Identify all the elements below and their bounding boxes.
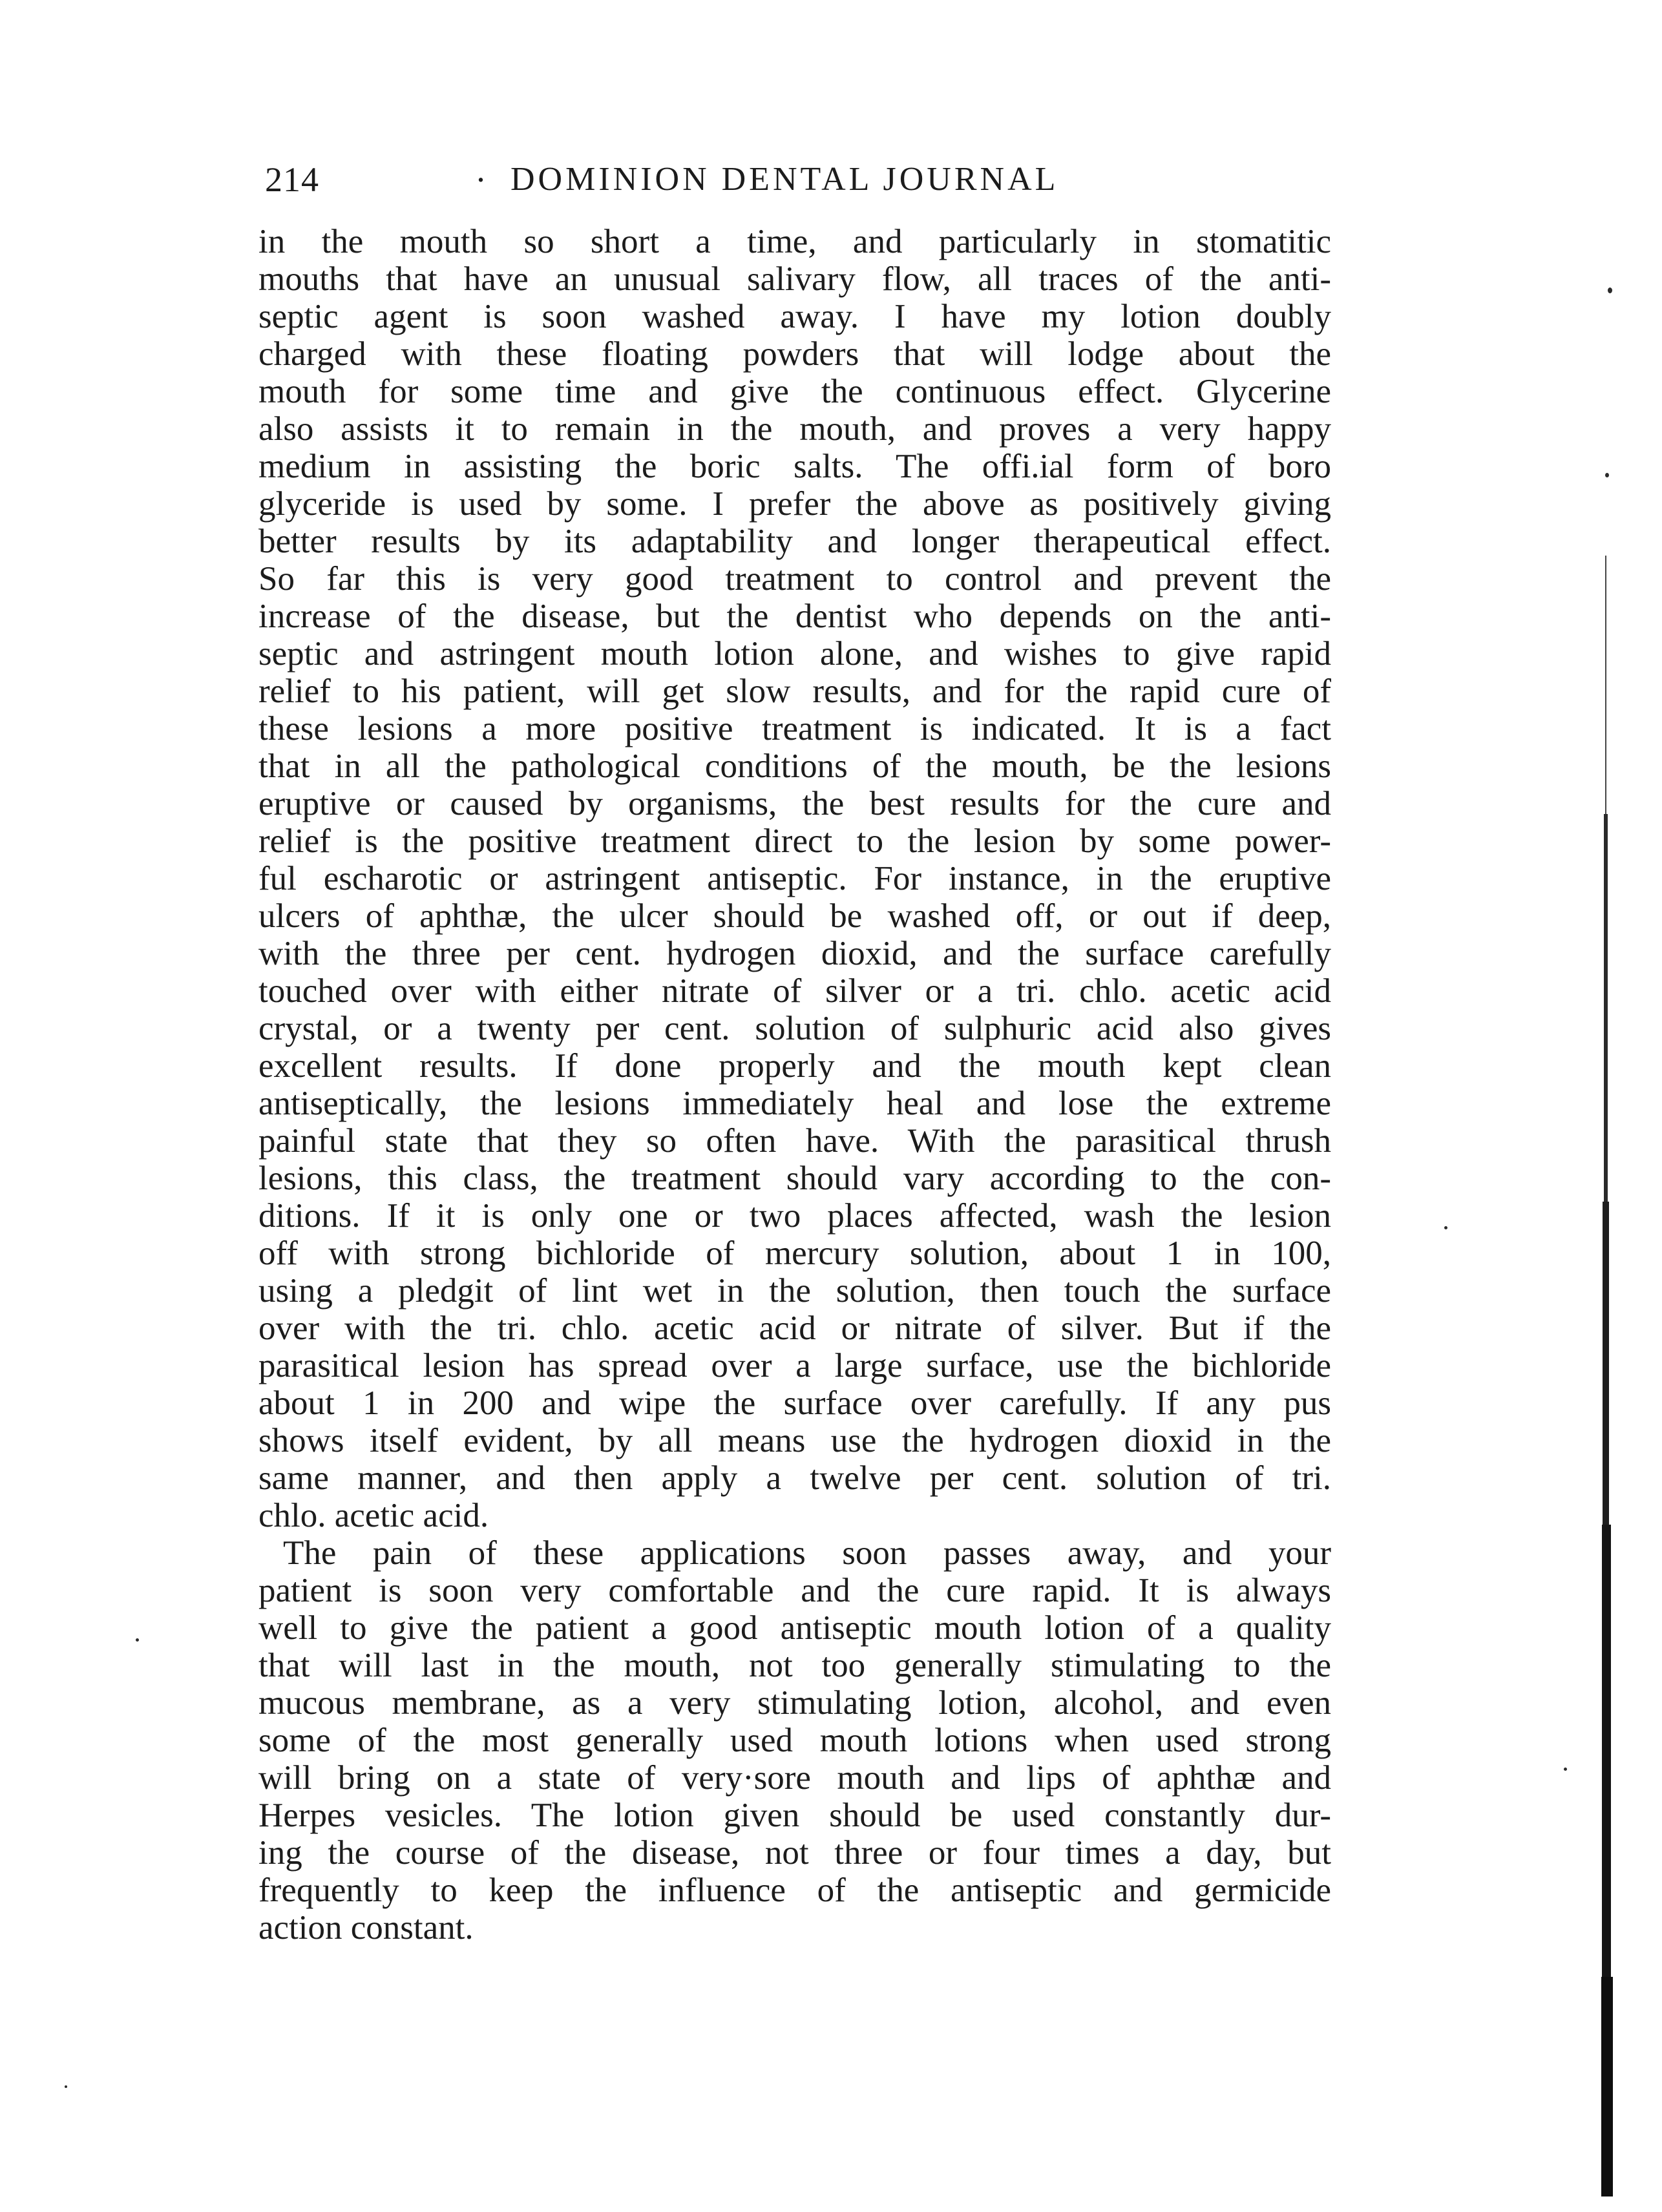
text-line: mouths that have an unusual salivary flow, all traces of the anti- (258, 260, 1331, 298)
text-line: about 1 in 200 and wipe the surface over carefully. If any pus (258, 1384, 1331, 1422)
text-line: relief to his patient, will get slow results, and for the rapid cure of (258, 673, 1331, 710)
text-line: parasitical lesion has spread over a large surface, use the bichloride (258, 1347, 1331, 1384)
text-line: over with the tri. chlo. acetic acid or nitrate of silver. But if the (258, 1309, 1331, 1347)
text-line: mucous membrane, as a very stimulating lotion, alcohol, and even (258, 1684, 1331, 1722)
scan-speck (65, 2085, 67, 2088)
text-line: that in all the pathological conditions of the mouth, be the lesions (258, 747, 1331, 785)
text-line: glyceride is used by some. I prefer the above as positively giving (258, 485, 1331, 523)
text-line: in the mouth so short a time, and particularly in stomatitic (258, 223, 1331, 260)
text-line: lesions, this class, the treatment should vary according to the con- (258, 1160, 1331, 1197)
text-line: painful state that they so often have. With the parasitical thrush (258, 1122, 1331, 1160)
text-line: increase of the disease, but the dentist who depends on the anti- (258, 598, 1331, 635)
text-line: eruptive or caused by organisms, the best results for the cure and (258, 785, 1331, 822)
text-line: Herpes vesicles. The lotion given should be used constantly dur- (258, 1797, 1331, 1834)
text-line: some of the most generally used mouth lotions when used strong (258, 1722, 1331, 1759)
body-text (258, 223, 1331, 1946)
text-line: crystal, or a twenty per cent. solution of sulphuric acid also gives (258, 1010, 1331, 1047)
text-line: better results by its adaptability and longer therapeutical effect. (258, 523, 1331, 560)
text-line: septic and astringent mouth lotion alone, and wishes to give rapid (258, 635, 1331, 673)
running-title: DOMINION DENTAL JOURNAL (510, 161, 1059, 198)
binding-edge-shadow (1596, 556, 1617, 2196)
text-line: ing the course of the disease, not three or four times a day, but (258, 1834, 1331, 1872)
paragraph (258, 223, 1331, 1534)
text-line: ful escharotic or astringent antiseptic. For instance, in the eruptive (258, 860, 1331, 897)
text-line: touched over with either nitrate of silver or a tri. chlo. acetic acid (258, 972, 1331, 1010)
text-line: charged with these floating powders that will lodge about the (258, 335, 1331, 373)
text-line: using a pledgit of lint wet in the solution, then touch the surface (258, 1272, 1331, 1309)
text-line: The pain of these applications soon passes away, and your (283, 1534, 1331, 1572)
text-line: ditions. If it is only one or two places affected, wash the lesion (258, 1197, 1331, 1235)
text-line: off with strong bichloride of mercury solution, about 1 in 100, (258, 1235, 1331, 1272)
text-line: action constant. (258, 1909, 474, 1946)
scan-speck (1564, 1768, 1567, 1771)
page-number: 214 (265, 160, 319, 199)
page-header (265, 154, 1105, 205)
text-line: medium in assisting the boric salts. The offi.ial form of boro (258, 448, 1331, 485)
paragraph (258, 1534, 1331, 1946)
text-line: septic agent is soon washed away. I have my lotion doubly (258, 298, 1331, 335)
text-line: mouth for some time and give the continuous effect. Glycerine (258, 373, 1331, 410)
text-line: relief is the positive treatment direct to the lesion by some power- (258, 822, 1331, 860)
text-line: with the three per cent. hydrogen dioxid, and the surface carefully (258, 935, 1331, 972)
text-line: So far this is very good treatment to control and prevent the (258, 560, 1331, 598)
text-line: shows itself evident, by all means use the hydrogen dioxid in the (258, 1422, 1331, 1459)
text-line: frequently to keep the influence of the antiseptic and germicide (258, 1872, 1331, 1909)
scan-speck (1605, 473, 1609, 477)
text-line: these lesions a more positive treatment is indicated. It is a fact (258, 710, 1331, 747)
text-line: well to give the patient a good antiseptic mouth lotion of a quality (258, 1609, 1331, 1647)
scan-speck (136, 1638, 139, 1642)
text-line: also assists it to remain in the mouth, and proves a very happy (258, 410, 1331, 448)
scan-speck (1608, 287, 1612, 293)
text-line: chlo. acetic acid. (258, 1497, 489, 1534)
scan-speck (1444, 1226, 1447, 1229)
text-line: that will last in the mouth, not too generally stimulating to the (258, 1647, 1331, 1684)
header-separator: · (475, 160, 487, 199)
text-line: same manner, and then apply a twelve per cent. solution of tri. (258, 1459, 1331, 1497)
text-line: ulcers of aphthæ, the ulcer should be washed off, or out if deep, (258, 897, 1331, 935)
text-line: excellent results. If done properly and the mouth kept clean (258, 1047, 1331, 1085)
text-line: will bring on a state of very·sore mouth and lips of aphthæ and (258, 1759, 1331, 1797)
text-line: antiseptically, the lesions immediately heal and lose the extreme (258, 1085, 1331, 1122)
text-line: patient is soon very comfortable and the cure rapid. It is always (258, 1572, 1331, 1609)
